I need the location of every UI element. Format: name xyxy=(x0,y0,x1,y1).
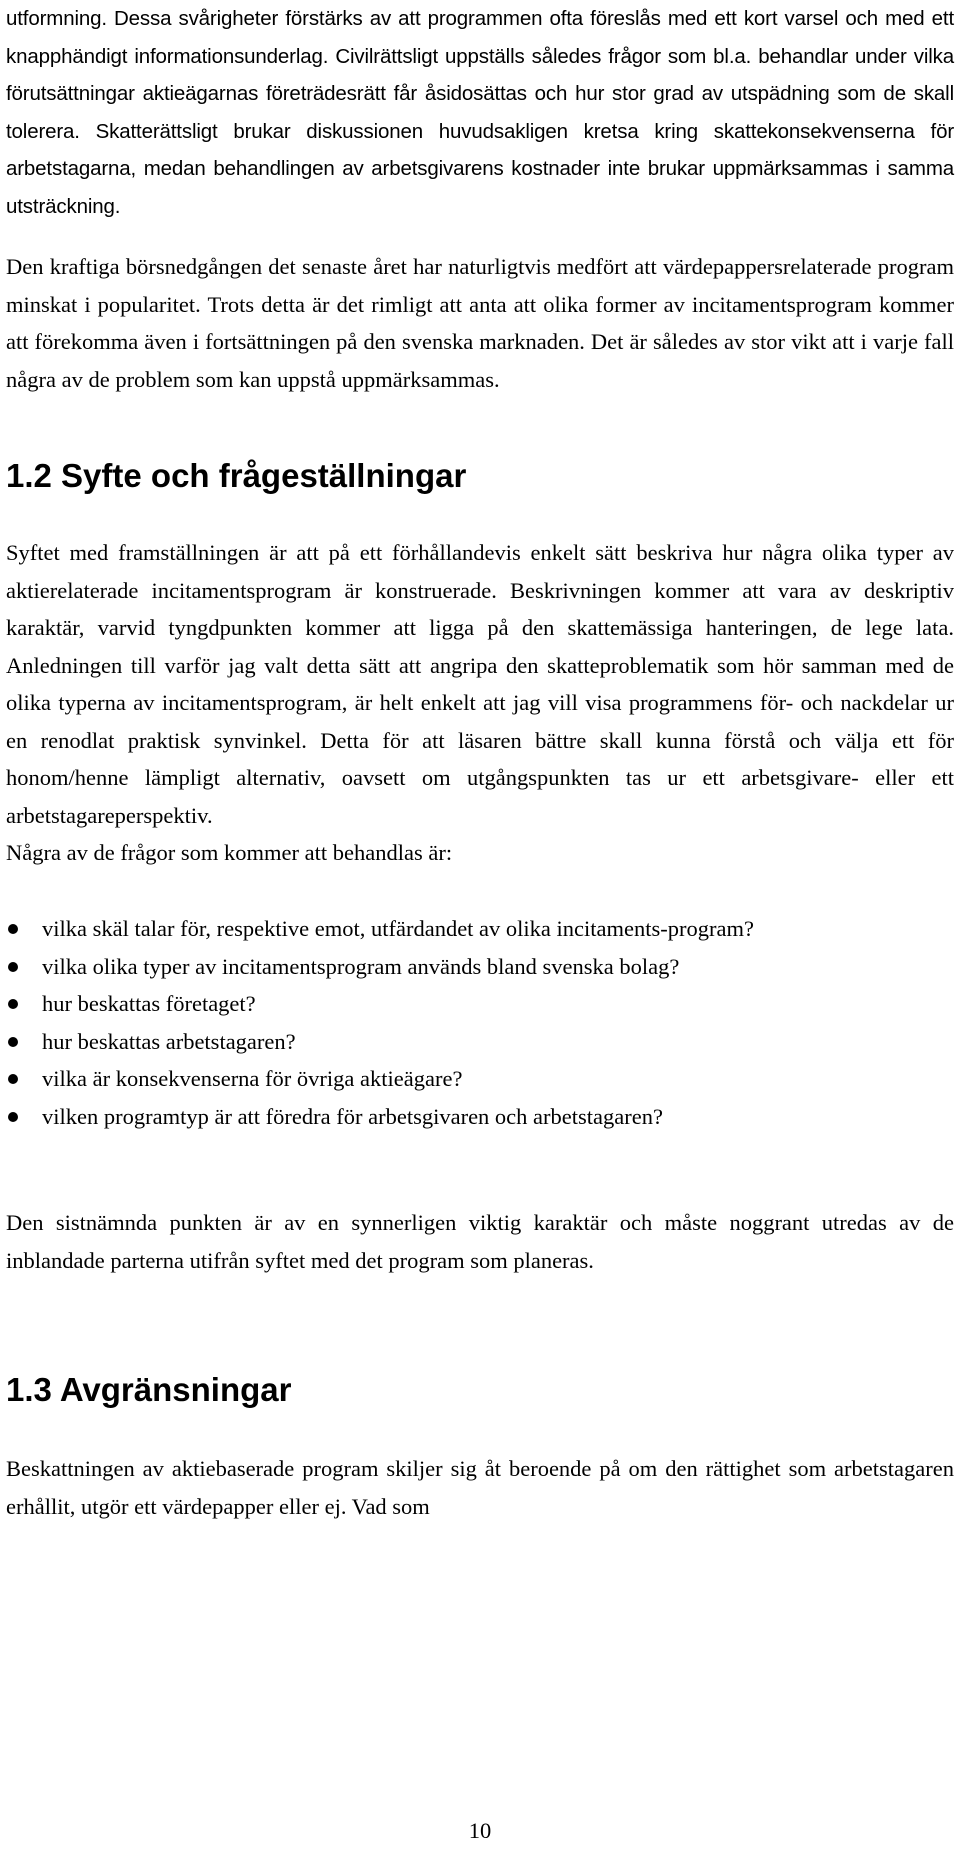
section-1-3-heading: 1.3 Avgränsningar xyxy=(6,1371,292,1408)
list-item-text: hur beskattas arbetstagaren? xyxy=(42,1028,296,1054)
list-item xyxy=(6,1060,954,1098)
closing-paragraph: Den sistnämnda punkten är av en synnerligen viktig karaktär och måste noggrant utredas av de inblandade parterna utifrån syftet med det program som planeras. xyxy=(6,1210,954,1273)
list-item-text: vilka är konsekvenserna för övriga aktieägare? xyxy=(42,1066,463,1091)
list-item xyxy=(6,1098,954,1136)
questions-list xyxy=(6,910,954,1135)
list-item xyxy=(6,948,954,986)
list-item xyxy=(6,1023,954,1061)
list-item-text: vilka skäl talar för, respektive emot, utfärdandet av olika incitaments-program? xyxy=(42,916,754,941)
list-item xyxy=(6,985,954,1023)
bullet-icon xyxy=(8,1112,18,1122)
bullet-icon xyxy=(8,924,18,934)
list-item-text: vilken programtyp är att föredra för arbetsgivaren och arbetstagaren? xyxy=(42,1103,663,1129)
page-number: 10 xyxy=(468,1818,492,1843)
borsnedgang-paragraph: Den kraftiga börsnedgången det senaste året har naturligtvis medfört att värdepappersrelaterade program minskat i popularitet. Trots detta är det rimligt att anta att olika former av incitamentsprogram kommer att förekomma även i fortsättningen på den svenska marknaden. Det är således av stor vikt att i varje fall några av de problem som kan uppstå uppmärksammas. xyxy=(6,254,954,392)
bullet-icon xyxy=(8,1074,18,1084)
section-1-2-heading: 1.2 Syfte och frågeställningar xyxy=(6,457,467,494)
list-item xyxy=(6,910,954,948)
questions-intro: Några av de frågor som kommer att behandlas är: xyxy=(6,840,453,865)
bullet-icon xyxy=(8,1037,18,1047)
bullet-icon xyxy=(8,999,18,1009)
bullet-icon xyxy=(8,962,18,972)
intro-paragraph: utformning. Dessa svårigheter förstärks av att programmen ofta föreslås med ett kort varsel och med ett knapphändigt informationsunderlag. Civilrättsligt uppställs således frågor som bl.a. behandlar under vilka förutsättningar aktieägarnas företrädesrätt får åsidosättas och hur stor grad av utspädning som de skall tolerera. Skatterättsligt brukar diskussionen huvudsakligen kretsa kring skattekonsekvenserna för arbetstagarna, medan behandlingen av arbetsgivarens kostnader inte brukar uppmärksammas i samma utsträckning. xyxy=(6,7,954,218)
section-1-2-body: Syftet med framställningen är att på ett förhållandevis enkelt sätt beskriva hur några olika typer av aktierelaterade incitamentsprogram är konstruerade. Beskrivningen kommer att vara av deskriptiv karaktär, varvid tyngdpunkten kommer att ligga på den skattemässiga hanteringen, de lege lata. Anledningen till varför jag valt detta sätt att angripa den skatteproblematik som hör samman med de olika typerna av incitamentsprogram, är helt enkelt att jag vill visa programmens för- och nackdelar ur en renodlat praktisk synvinkel. Detta för att läsaren bättre skall kunna förstå och välja ett för honom/henne lämpligt alternativ, oavsett om utgångspunkten tas ur ett arbetsgivare- eller ett arbetstagareperspektiv. xyxy=(6,540,954,828)
list-item-text: hur beskattas företaget? xyxy=(42,991,256,1016)
list-item-text: vilka olika typer av incitamentsprogram används bland svenska bolag? xyxy=(42,953,680,979)
section-1-3-body: Beskattningen av aktiebaserade program skiljer sig åt beroende på om den rättighet som arbetstagaren erhållit, utgör ett värdepapper eller ej. Vad som xyxy=(6,1456,954,1519)
